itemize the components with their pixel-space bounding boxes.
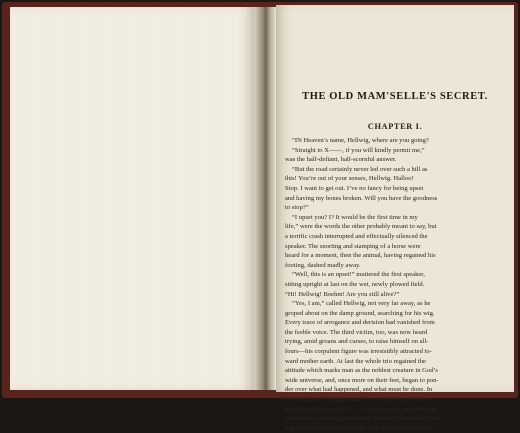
text-line: groped about on the damp ground, searching for his wig. — [285, 309, 435, 317]
left-page-blank — [10, 7, 254, 390]
text-line: life,” were the words the other probably meant to say, but — [285, 223, 437, 231]
text-line: Stop. I want to get out. I’ve no fancy for being upset — [285, 184, 424, 192]
text-line: der over what had happened, and what must be done. In — [285, 386, 433, 394]
text-line: ing skyward, on the side of the little hill that had caused — [285, 424, 433, 432]
text-line: footing, dashed madly away. — [285, 261, 361, 269]
text-line: was the half-defiant, half-scornful answer. — [285, 156, 397, 164]
text-line: the feeble voice. The third victim, too, was now heard — [285, 328, 428, 336]
chapter-body-text — [285, 136, 505, 433]
text-line: “I upset you? I? It would be the first time in my — [292, 213, 418, 221]
chapter-heading: CHAPTER I. — [367, 122, 423, 131]
book-gutter — [254, 7, 276, 390]
text-line: excursion, was lying overturned, with its four wheels point- — [285, 415, 443, 423]
text-line: “Straight to X——, if you will kindly permit me,” — [292, 146, 425, 154]
text-line: attitude which marks man as the noblest creature in God’s — [285, 367, 438, 375]
text-line: Every trace of arrogance and derision had vanished from — [285, 319, 435, 327]
text-line: a terrific crash interrupted and effectually silenced the — [285, 232, 428, 240]
text-line: trying, amid groans and curses, to raise himself on all- — [285, 338, 429, 346]
text-line: to stop?” — [285, 204, 309, 212]
book-title-heading: THE OLD MAM'SELLE'S SECRET. — [302, 91, 488, 102]
text-line: “Hi! Hellwig! Boehm! Are you still alive?” — [285, 290, 400, 298]
right-page — [276, 5, 514, 432]
text-line: heard for a moment, then the animal, having regained his — [285, 252, 436, 260]
text-line: and having my bones broken. Will you have the goodness — [285, 194, 438, 202]
text-line: “But the road certainly never led over such a hill as — [292, 165, 428, 173]
text-line: fours—his corpulent figure was irresistibly attracted to- — [285, 348, 432, 356]
text-line: this! You’re out of your senses, Hellwig. Halloo! — [285, 175, 414, 183]
text-line: “IN Heaven’s name, Hellwig, where are you going? — [292, 137, 429, 144]
open-book — [2, 2, 518, 432]
text-line: had left their homes in X—— that morning, on a hunting — [285, 405, 436, 413]
text-line: sitting upright at last on the wet, newly plowed field. — [285, 280, 425, 288]
text-line: the first place, the light vehicle in which the gentlemen — [285, 396, 431, 404]
text-line: wide universe, and, once more on their feet, began to pon- — [285, 376, 439, 384]
text-line: “Well, this is an upset!” muttered the first speaker, — [292, 271, 425, 279]
text-line: speaker. The snorting and stamping of a horse were — [285, 242, 421, 250]
text-line: ward mother earth. At last the whole trio regained the — [285, 357, 426, 365]
text-line: “Yes, I am,” called Hellwig, not very far away, as he — [292, 300, 431, 308]
